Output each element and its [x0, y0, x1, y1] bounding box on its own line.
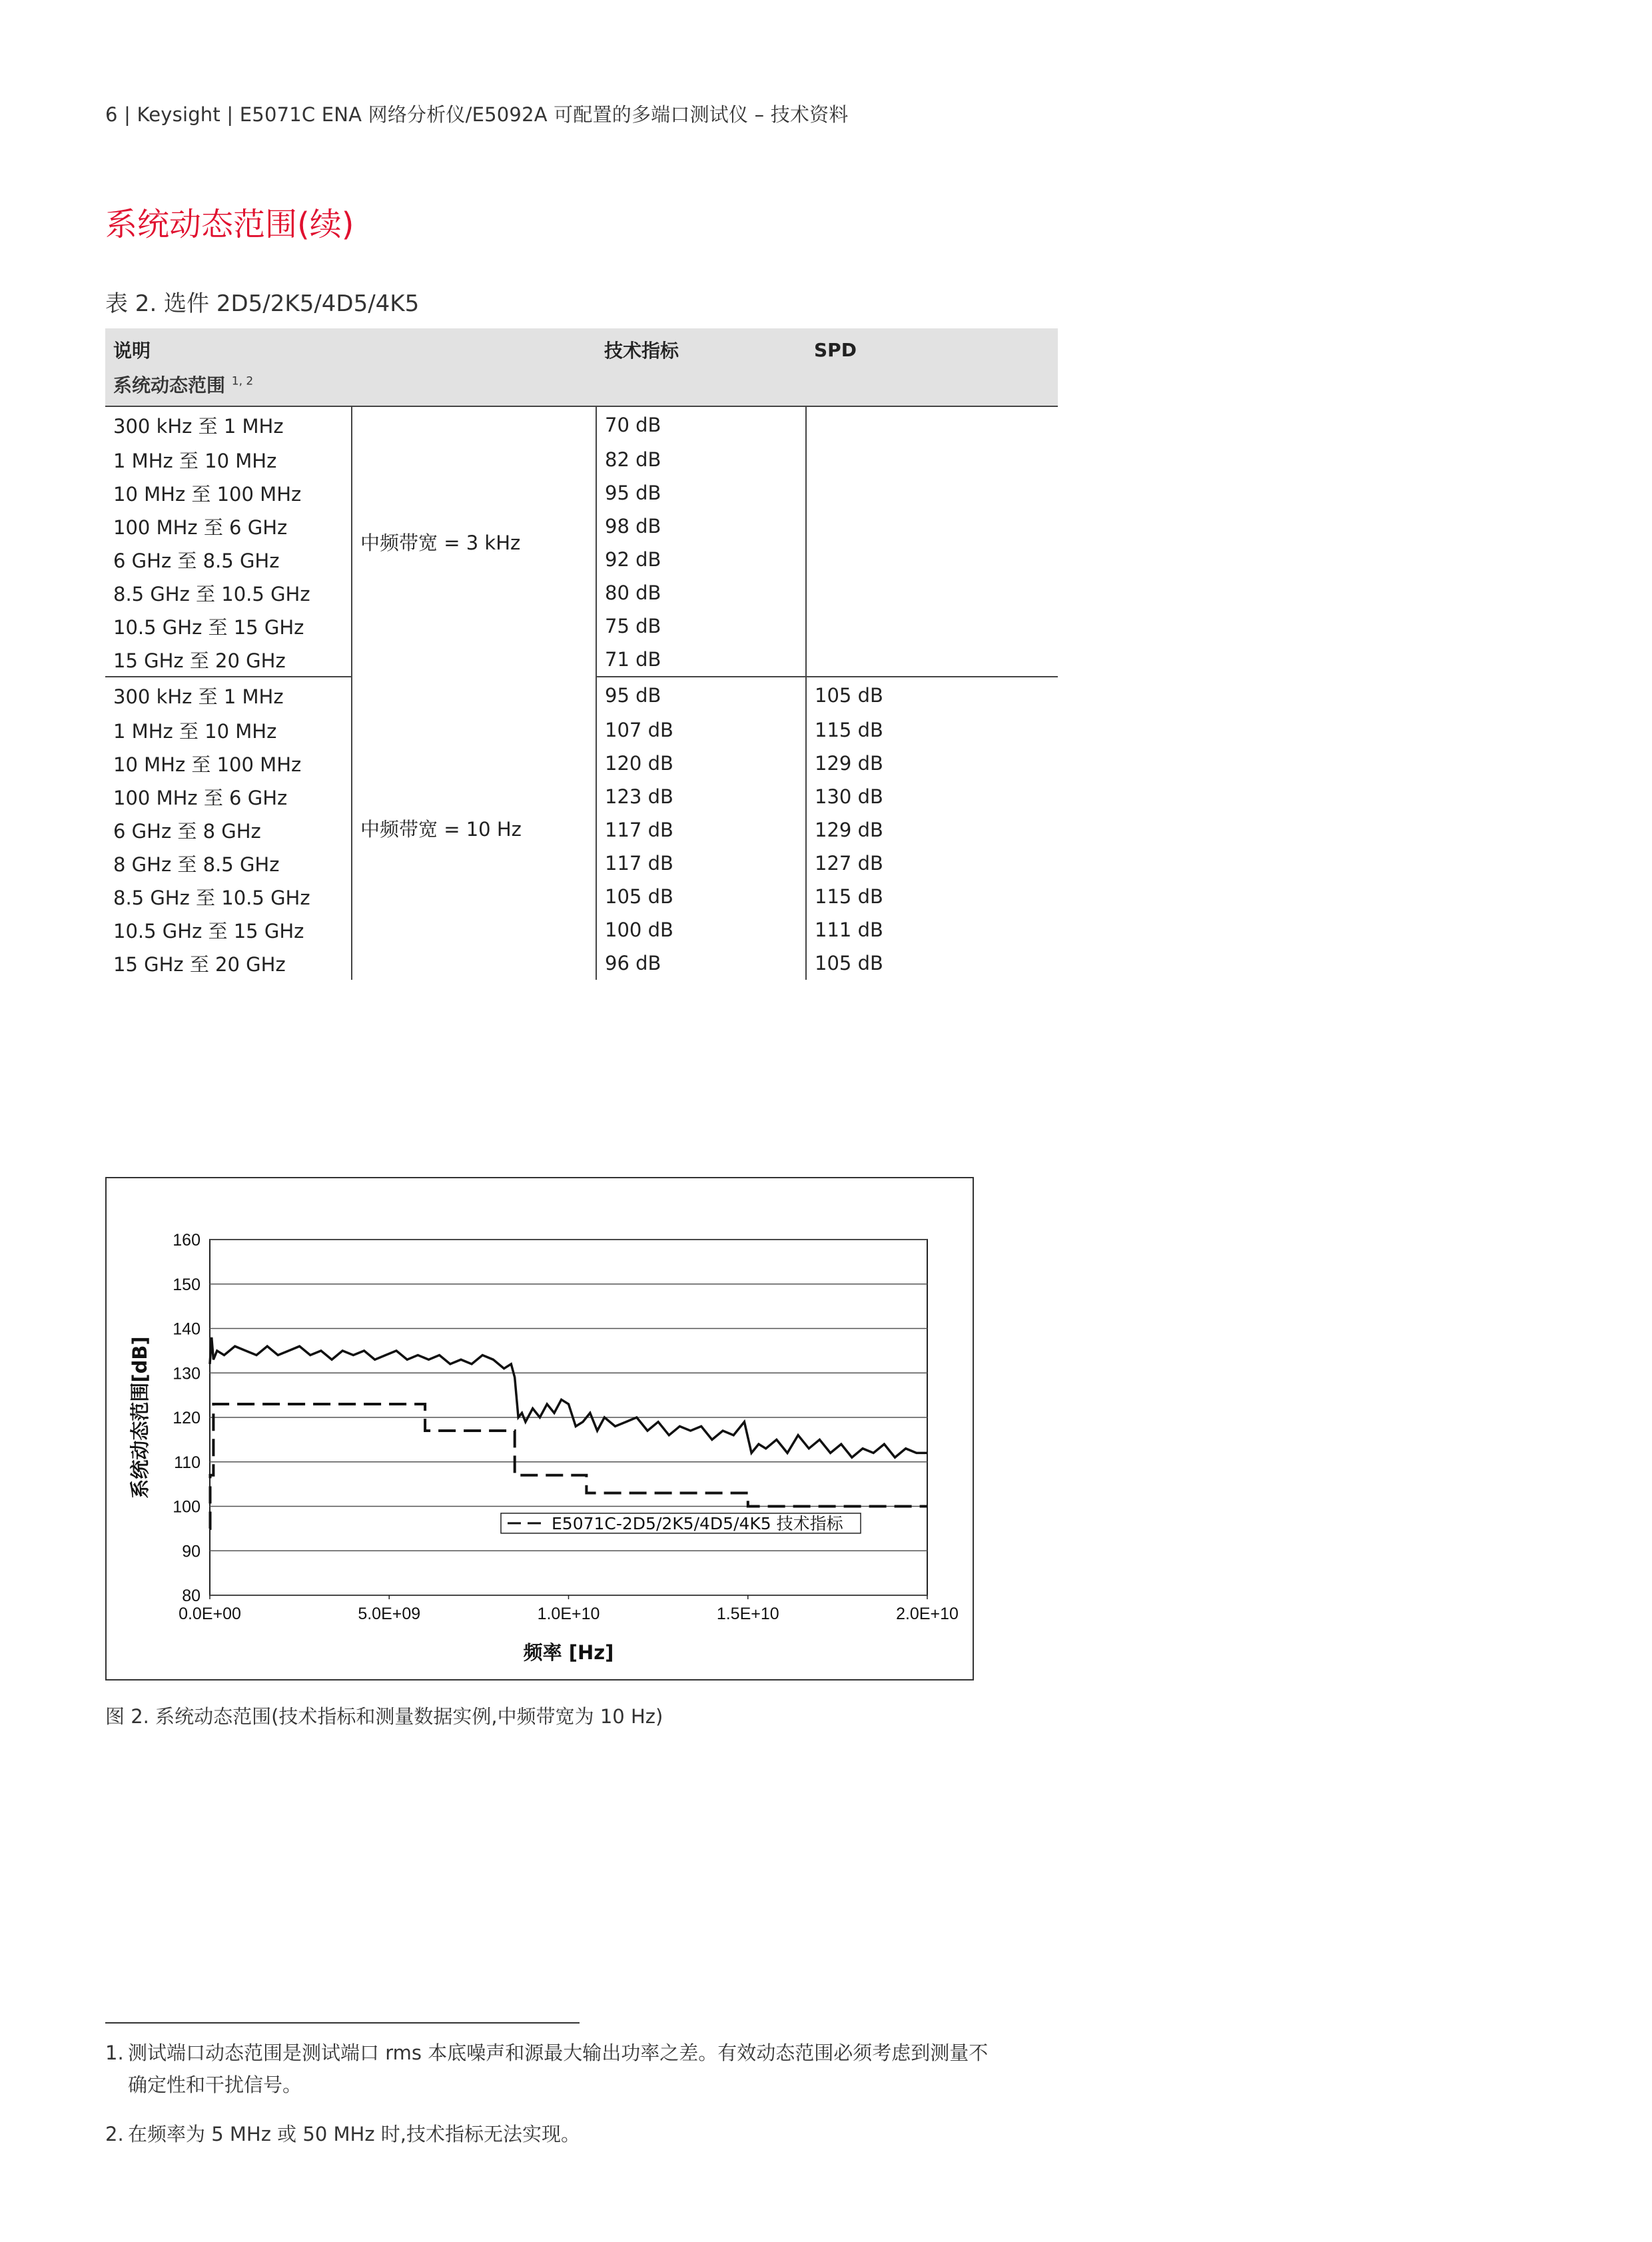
- header-spd: SPD: [814, 338, 857, 361]
- cell-frequency: 15 GHz 至 20 GHz: [105, 643, 352, 677]
- cell-spec: 92 dB: [596, 543, 806, 576]
- y-tick-label: 80: [182, 1587, 201, 1605]
- cell-spec: 117 dB: [596, 813, 806, 847]
- cell-frequency: 10 MHz 至 100 MHz: [113, 482, 302, 506]
- cell-spd: 111 dB: [815, 919, 883, 941]
- cell-frequency: 10.5 GHz 至 15 GHz: [113, 919, 304, 942]
- cell-frequency: 10 MHz 至 100 MHz: [113, 753, 302, 776]
- x-tick-label: 0.0E+00: [179, 1605, 241, 1623]
- cell-frequency: 8.5 GHz 至 10.5 GHz: [113, 582, 310, 605]
- cell-spd: [806, 576, 1058, 609]
- cell-spec: 82 dB: [596, 443, 806, 476]
- chart-frame: [105, 1177, 974, 1681]
- cell-spd: 105 dB: [815, 952, 883, 974]
- cell-spd: [806, 443, 1058, 476]
- cell-spd: 127 dB: [815, 852, 883, 875]
- cell-spd: [806, 476, 1058, 510]
- page-header: 6 | Keysight | E5071C ENA 网络分析仪/E5092A 可配置的多端口测试仪 – 技术资料: [105, 103, 849, 126]
- cell-spd: [806, 543, 1058, 576]
- spec-table: [105, 328, 1058, 980]
- cell-frequency: 100 MHz 至 6 GHz: [113, 786, 288, 809]
- subheader-sup: 1, 2: [231, 374, 254, 388]
- cell-spec: 95 dB: [596, 677, 806, 713]
- spec-series-line: [210, 1404, 927, 1529]
- header-spec: 技术指标: [604, 340, 679, 362]
- cell-spec: 70 dB: [596, 406, 806, 443]
- footnote-1: [105, 2037, 1064, 2101]
- table-body: [105, 406, 1058, 980]
- cell-spec: 71 dB: [596, 643, 806, 677]
- cell-spd: 129 dB: [815, 819, 883, 841]
- cell-spd: 130 dB: [815, 785, 883, 808]
- cell-spec: 80 dB: [596, 576, 806, 609]
- y-tick-label: 160: [173, 1231, 201, 1250]
- y-axis-title: 系统动态范围[dB]: [129, 1336, 151, 1499]
- dynamic-range-chart: [107, 1178, 973, 1679]
- cell-spec: 75 dB: [596, 609, 806, 643]
- cell-spec: 96 dB: [596, 946, 806, 980]
- y-tick-label: 130: [173, 1364, 201, 1383]
- cell-condition: 中频带宽 = 10 Hz: [352, 677, 596, 980]
- section-title: 系统动态范围(续): [105, 206, 354, 243]
- cell-frequency: 8.5 GHz 至 10.5 GHz: [113, 886, 310, 909]
- cell-spec: 123 dB: [596, 780, 806, 813]
- cell-spec: 95 dB: [596, 476, 806, 510]
- cell-spec: 98 dB: [596, 510, 806, 543]
- footnote-2-line1: 在频率为 5 MHz 或 50 MHz 时,技术指标无法实现。: [128, 2123, 580, 2145]
- cell-spd: 129 dB: [815, 752, 883, 775]
- legend-label: E5071C-2D5/2K5/4D5/4K5 技术指标: [552, 1513, 843, 1533]
- cell-spec: 117 dB: [596, 847, 806, 880]
- cell-frequency: 300 kHz 至 1 MHz: [113, 414, 284, 438]
- footnote-1-number: 1.: [105, 2042, 124, 2064]
- footnote-1-line2: 确定性和干扰信号。: [128, 2073, 302, 2096]
- subheader: [105, 367, 1058, 406]
- cell-frequency: 8 GHz 至 8.5 GHz: [113, 853, 280, 876]
- cell-frequency: 100 MHz 至 6 GHz: [113, 516, 288, 539]
- cell-spd: 115 dB: [815, 719, 883, 741]
- cell-frequency: 15 GHz 至 20 GHz: [113, 952, 286, 976]
- measured-series-line: [210, 1337, 927, 1457]
- y-tick-label: 120: [173, 1409, 201, 1427]
- footnote-1-line1: 测试端口动态范围是测试端口 rms 本底噪声和源最大输出功率之差。有效动态范围必须考虑到测量不: [128, 2042, 989, 2064]
- table-row: [105, 406, 1058, 443]
- table-row: [105, 677, 1058, 713]
- cell-frequency: 10.5 GHz 至 15 GHz: [113, 615, 304, 639]
- table-header-row: [105, 328, 1058, 367]
- table-subheader-row: [105, 367, 1058, 406]
- cell-spec: 100 dB: [596, 913, 806, 946]
- cell-spd: [806, 609, 1058, 643]
- x-axis-title: 频率 [Hz]: [523, 1641, 614, 1664]
- header-desc: 说明: [113, 340, 151, 362]
- footnote-rule: [105, 2022, 580, 2024]
- table-caption: 表 2. 选件 2D5/2K5/4D5/4K5: [105, 290, 420, 317]
- x-tick-label: 2.0E+10: [896, 1605, 959, 1623]
- y-tick-label: 90: [182, 1542, 201, 1561]
- subheader-text: 系统动态范围: [113, 374, 226, 396]
- y-tick-label: 100: [173, 1497, 201, 1517]
- cell-spec: 105 dB: [596, 880, 806, 913]
- cell-frequency: 6 GHz 至 8.5 GHz: [113, 549, 280, 572]
- x-tick-label: 5.0E+09: [358, 1605, 421, 1623]
- y-tick-label: 140: [173, 1319, 201, 1339]
- cell-condition: 中频带宽 = 3 kHz: [352, 406, 596, 677]
- cell-frequency: 6 GHz 至 8 GHz: [113, 819, 261, 843]
- cell-frequency: 1 MHz 至 10 MHz: [113, 719, 277, 743]
- x-tick-label: 1.0E+10: [537, 1605, 600, 1623]
- x-tick-label: 1.5E+10: [716, 1605, 779, 1623]
- figure-caption: 图 2. 系统动态范围(技术指标和测量数据实例,中频带宽为 10 Hz): [105, 1705, 663, 1728]
- cell-spec: 107 dB: [596, 713, 806, 747]
- header-empty: [352, 328, 596, 367]
- cell-spd: [806, 406, 1058, 443]
- cell-spd: [806, 643, 1058, 677]
- y-tick-label: 150: [173, 1275, 201, 1294]
- cell-spd: 105 dB: [815, 684, 883, 707]
- cell-spd: [806, 510, 1058, 543]
- cell-spd: 115 dB: [815, 885, 883, 908]
- cell-frequency: 1 MHz 至 10 MHz: [113, 449, 277, 472]
- cell-frequency: 300 kHz 至 1 MHz: [113, 685, 284, 708]
- y-tick-label: 110: [174, 1453, 201, 1472]
- footnote-2: [105, 2118, 1064, 2150]
- footnote-2-number: 2.: [105, 2123, 124, 2145]
- cell-spec: 120 dB: [596, 747, 806, 780]
